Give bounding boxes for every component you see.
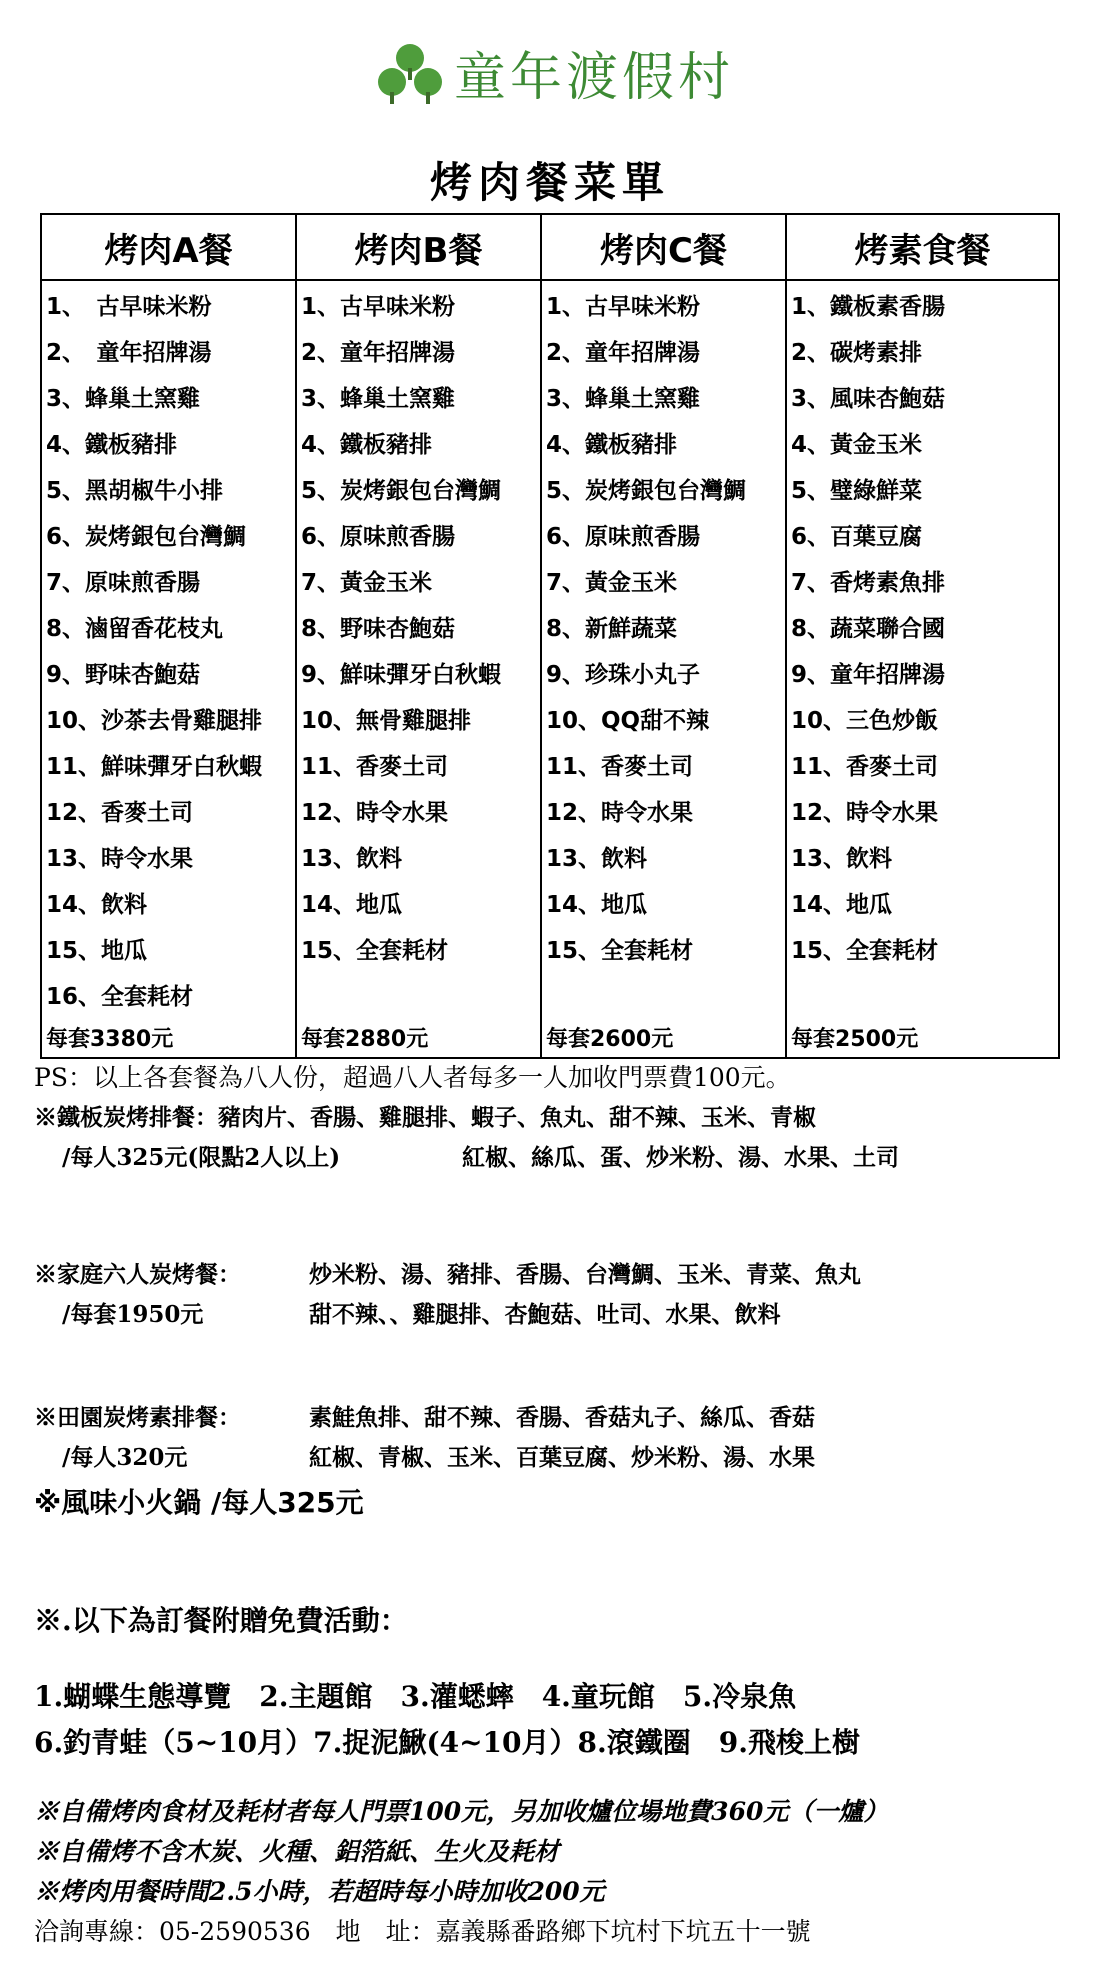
set-price: 每套2500元: [786, 1017, 1059, 1058]
self-bbq-note-1: ※自備烤肉食材及耗材者每人門票100元，另加收爐位場地費360元（一爐）: [34, 1797, 889, 1826]
menu-item: 15、地瓜: [41, 925, 296, 971]
veg-price: /每人320元: [62, 1444, 188, 1471]
menu-row: [41, 971, 1059, 1017]
veg-label: ※田園炭烤素排餐：: [34, 1404, 241, 1431]
menu-item: 11、香麥土司: [786, 741, 1059, 787]
menu-item: 3、蜂巢土窯雞: [541, 373, 786, 419]
menu-item: 9、鮮味彈牙白秋蝦: [296, 649, 541, 695]
menu-item: [541, 971, 786, 1017]
family-label: ※家庭六人炭烤餐：: [34, 1261, 241, 1288]
menu-item: 9、珍珠小丸子: [541, 649, 786, 695]
menu-row: [41, 557, 1059, 603]
menu-item: 6、炭烤銀包台灣鯛: [41, 511, 296, 557]
menu-row: [41, 280, 1059, 327]
menu-item: 3、蜂巢土窯雞: [296, 373, 541, 419]
menu-item: 12、時令水果: [786, 787, 1059, 833]
menu-item: 13、飲料: [541, 833, 786, 879]
veg-line-1: [34, 1398, 1084, 1438]
menu-item: 15、全套耗材: [786, 925, 1059, 971]
menu-item: 5、炭烤銀包台灣鯛: [541, 465, 786, 511]
veg-line-2: [34, 1438, 1084, 1478]
set-b-header: 烤肉B餐: [296, 214, 541, 280]
menu-row: [41, 695, 1059, 741]
menu-item: 2、童年招牌湯: [541, 327, 786, 373]
menu-item: 12、時令水果: [296, 787, 541, 833]
menu-item: 2、碳烤素排: [786, 327, 1059, 373]
menu-row: [41, 879, 1059, 925]
menu-item: 4、鐵板豬排: [541, 419, 786, 465]
family-items-2: 甜不辣、、雞腿排、杏鮑菇、吐司、水果、飲料: [309, 1301, 781, 1328]
menu-item: 13、飲料: [296, 833, 541, 879]
free-activities-section: [34, 1598, 1084, 1644]
set-a-header: 烤肉A餐: [41, 214, 296, 280]
menu-item: 6、百葉豆腐: [786, 511, 1059, 557]
family-section: [34, 1255, 1084, 1335]
veg-items-1: 素鮭魚排、甜不辣、香腸、香菇丸子、絲瓜、香菇: [309, 1404, 815, 1431]
ps-note: PS：以上各套餐為八人份，超過八人者每多一人加收門票費100元。: [34, 1063, 791, 1092]
menu-item: 4、黃金玉米: [786, 419, 1059, 465]
family-price: /每套1950元: [62, 1301, 204, 1328]
set-price: 每套3380元: [41, 1017, 296, 1058]
teppan-line-1: ※鐵板炭烤排餐：豬肉片、香腸、雞腿排、蝦子、魚丸、甜不辣、玉米、青椒: [34, 1104, 816, 1131]
menu-item: [786, 971, 1059, 1017]
menu-item: 14、地瓜: [296, 879, 541, 925]
menu-row: [41, 465, 1059, 511]
menu-item: 5、璧綠鮮菜: [786, 465, 1059, 511]
logo: [370, 25, 770, 120]
menu-row: [41, 419, 1059, 465]
menu-item: 10、無骨雞腿排: [296, 695, 541, 741]
logo-text: 童年渡假村: [454, 48, 735, 108]
menu-item: 8、滷留香花枝丸: [41, 603, 296, 649]
menu-item: 2、童年招牌湯: [296, 327, 541, 373]
menu-item: 5、黑胡椒牛小排: [41, 465, 296, 511]
contact-info: 洽詢專線：05-2590536 地 址：嘉義縣番路鄉下坑村下坑五十一號: [34, 1917, 811, 1946]
menu-row: [41, 603, 1059, 649]
menu-item: 16、全套耗材: [41, 971, 296, 1017]
family-items-1: 炒米粉、湯、豬排、香腸、台灣鯛、玉米、青菜、魚丸: [309, 1261, 861, 1288]
menu-item: 9、童年招牌湯: [786, 649, 1059, 695]
family-line-2: [34, 1295, 1084, 1335]
free-activities-title: ※.以下為訂餐附贈免費活動：: [34, 1604, 408, 1637]
self-bbq-note-3: ※烤肉用餐時間2.5小時，若超時每小時加收200元: [34, 1877, 605, 1906]
menu-row: [41, 925, 1059, 971]
self-bbq-notes: [34, 1792, 1084, 1952]
menu-item: 15、全套耗材: [541, 925, 786, 971]
teppan-line-2: [34, 1138, 1084, 1178]
set-price: 每套2880元: [296, 1017, 541, 1058]
menu-item: 14、飲料: [41, 879, 296, 925]
menu-item: 1、鐵板素香腸: [786, 280, 1059, 327]
menu-item: 7、黃金玉米: [296, 557, 541, 603]
menu-item: 6、原味煎香腸: [541, 511, 786, 557]
menu-item: 8、蔬菜聯合國: [786, 603, 1059, 649]
menu-row: [41, 373, 1059, 419]
header-row: [41, 214, 1059, 280]
teppan-items: 紅椒、絲瓜、蛋、炒米粉、湯、水果、土司: [462, 1144, 899, 1171]
menu-item: 9、野味杏鮑菇: [41, 649, 296, 695]
set-c-header: 烤肉C餐: [541, 214, 786, 280]
menu-item: 13、飲料: [786, 833, 1059, 879]
menu-item: 1、古早味米粉: [296, 280, 541, 327]
menu-table: [40, 213, 1060, 1059]
family-line-1: [34, 1255, 1084, 1295]
set-price: 每套2600元: [541, 1017, 786, 1058]
menu-item: 12、時令水果: [541, 787, 786, 833]
page-title: 烤肉餐菜單: [429, 158, 670, 207]
menu-item: 4、鐵板豬排: [41, 419, 296, 465]
self-bbq-note-2: ※自備烤不含木炭、火種、鋁箔紙、生火及耗材: [34, 1837, 560, 1866]
menu-item: 11、香麥土司: [296, 741, 541, 787]
menu-item: 3、風味杏鮑菇: [786, 373, 1059, 419]
menu-item: 1、古早味米粉: [541, 280, 786, 327]
veg-items-2: 紅椒、青椒、玉米、百葉豆腐、炒米粉、湯、水果: [309, 1444, 815, 1471]
menu-item: 12、香麥土司: [41, 787, 296, 833]
menu-item: 6、原味煎香腸: [296, 511, 541, 557]
menu-item: 10、三色炒飯: [786, 695, 1059, 741]
veg-section: [34, 1398, 1084, 1528]
menu-item: 7、黃金玉米: [541, 557, 786, 603]
tree-logo-icon: [370, 38, 450, 108]
menu-item: 15、全套耗材: [296, 925, 541, 971]
menu-row: [41, 741, 1059, 787]
menu-row: [41, 649, 1059, 695]
menu-item: 14、地瓜: [786, 879, 1059, 925]
menu-item: 8、野味杏鮑菇: [296, 603, 541, 649]
menu-item: 7、香烤素魚排: [786, 557, 1059, 603]
menu-item: 8、新鮮蔬菜: [541, 603, 786, 649]
menu-item: 10、QQ甜不辣: [541, 695, 786, 741]
menu-row: [41, 327, 1059, 373]
menu-item: 7、原味煎香腸: [41, 557, 296, 603]
menu-item: 13、時令水果: [41, 833, 296, 879]
hotpot-note: ※風味小火鍋 /每人325元: [34, 1486, 364, 1519]
menu-row: [41, 511, 1059, 557]
price-row: [41, 1017, 1059, 1058]
free-activities-line-2: 6.釣青蛙（5~10月）7.捉泥鰍(4~10月）8.滾鐵圈 9.飛梭上樹: [34, 1726, 860, 1759]
menu-row: [41, 833, 1059, 879]
menu-item: 2、 童年招牌湯: [41, 327, 296, 373]
menu-item: 11、香麥土司: [541, 741, 786, 787]
menu-item: [296, 971, 541, 1017]
free-activities-line-1: 1.蝴蝶生態導覽 2.主題館 3.灌蟋蟀 4.童玩館 5.冷泉魚: [34, 1680, 797, 1713]
menu-item: 11、鮮味彈牙白秋蝦: [41, 741, 296, 787]
menu-item: 5、炭烤銀包台灣鯛: [296, 465, 541, 511]
set-veg-header: 烤素食餐: [786, 214, 1059, 280]
notes-section: [34, 1058, 1084, 1178]
teppan-price: /每人325元(限點2人以上): [62, 1144, 341, 1171]
menu-item: 4、鐵板豬排: [296, 419, 541, 465]
free-activities-list: [34, 1674, 1084, 1766]
menu-row: [41, 787, 1059, 833]
menu-item: 10、沙茶去骨雞腿排: [41, 695, 296, 741]
menu-item: 3、蜂巢土窯雞: [41, 373, 296, 419]
menu-item: 14、地瓜: [541, 879, 786, 925]
menu-item: 1、 古早味米粉: [41, 280, 296, 327]
